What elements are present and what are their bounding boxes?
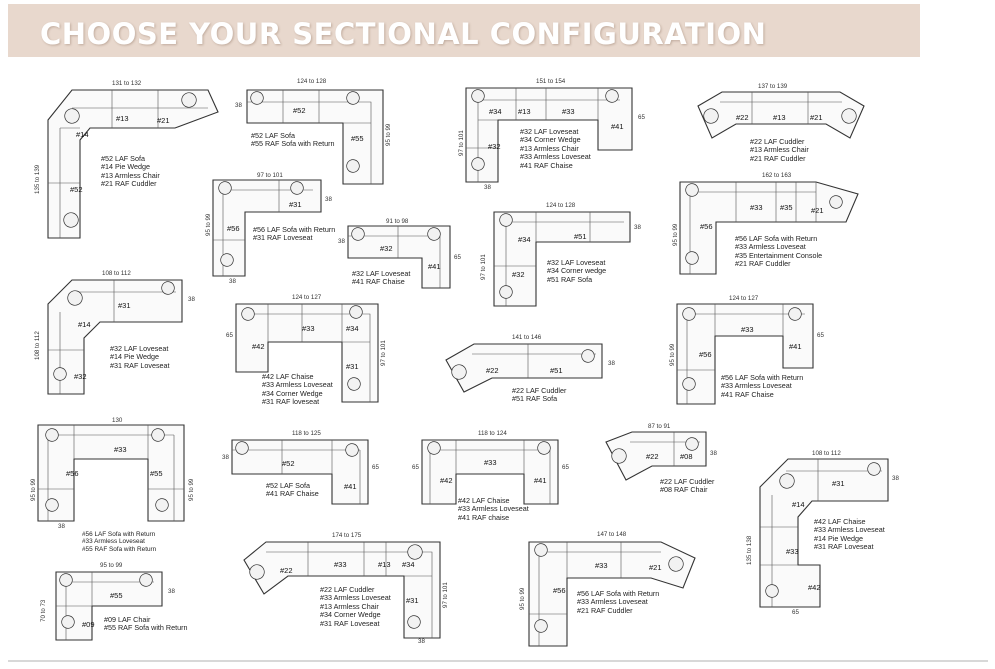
caption-line: #22 LAF Cuddler <box>512 386 567 395</box>
piece-label: #35 <box>780 203 793 212</box>
width-dimension: 124 to 127 <box>292 294 322 301</box>
config-double-chaise <box>412 428 577 528</box>
depth-dimension: 38 <box>235 102 242 109</box>
piece-label: #32 <box>74 372 87 381</box>
caption <box>814 518 885 552</box>
caption-line: #52 LAF Sofa <box>251 131 295 140</box>
piece-label: #13 <box>378 560 391 569</box>
caption-line: #41 RAF chaise <box>458 512 510 522</box>
right-dimension: 38 <box>188 296 195 303</box>
caption-line: #09 LAF Chair <box>104 615 151 624</box>
piece-label: #21 <box>157 116 170 125</box>
piece-label: #14 <box>78 320 91 329</box>
caption-line: #31 RAF Loveseat <box>320 618 380 628</box>
piece-label: #31 <box>346 362 359 371</box>
header-banner <box>8 4 920 57</box>
side-dimension: 95 to 99 <box>30 478 37 501</box>
caption-line: #51 RAF Sofa <box>512 394 558 404</box>
piece-label: #34 <box>518 235 531 244</box>
caption <box>82 531 156 553</box>
caption-line: #33 Armless Loveseat <box>721 381 792 391</box>
sectional-diagram <box>478 200 648 310</box>
caption-line: #56 LAF Sofa with Return <box>735 234 818 243</box>
right-dimension: 97 to 101 <box>442 582 449 608</box>
chaise-dimension: 65 <box>792 609 799 616</box>
caption-line: #55 RAF Sofa with Return <box>82 545 157 553</box>
caption-line: #41 RAF Chaise <box>520 160 573 170</box>
width-dimension: 141 to 146 <box>512 334 542 341</box>
chaise-dimension: 65 <box>638 114 645 121</box>
piece-label: #33 <box>114 445 127 454</box>
piece-label: #34 <box>346 324 359 333</box>
side-dimension: 97 to 101 <box>458 130 465 156</box>
width-dimension: 95 to 99 <box>100 562 123 569</box>
piece-label: #33 <box>741 325 754 334</box>
bottom-divider <box>8 660 988 662</box>
piece-label: #31 <box>406 596 419 605</box>
caption-line: #34 Corner Wedge <box>262 388 323 398</box>
piece-label: #41 <box>344 482 357 491</box>
piece-label: #21 <box>810 113 823 122</box>
width-dimension: 151 to 154 <box>536 78 566 85</box>
config-sofa-return-chaise <box>665 292 840 412</box>
width-dimension: 162 to 163 <box>762 172 792 179</box>
page-title: CHOOSE YOUR SECTIONAL CONFIGURATION <box>40 17 767 51</box>
width-dimension: 118 to 125 <box>292 430 321 437</box>
piece-label: #55 <box>351 134 364 143</box>
caption-line: #32 LAF Loveseat <box>520 127 579 136</box>
right-dimension: 38 <box>710 450 717 457</box>
caption-line: #34 Corner Wedge <box>520 135 581 145</box>
config-loveseat-pie-wedge <box>30 268 205 398</box>
config-loveseat-chaise <box>338 218 468 293</box>
piece-label: #41 <box>789 342 802 351</box>
piece-label: #21 <box>811 206 824 215</box>
right-dimension: 38 <box>608 360 615 367</box>
caption-line: #33 Armless Loveseat <box>520 152 591 162</box>
piece-label: #42 <box>252 342 265 351</box>
caption-line: #56 LAF Sofa with Return <box>253 225 336 234</box>
caption-line: #41 RAF Chaise <box>352 277 405 287</box>
caption-line: #32 LAF Loveseat <box>352 269 411 278</box>
caption <box>110 345 170 370</box>
caption-line: #55 RAF Sofa with Return <box>251 139 335 149</box>
width-dimension: 124 to 127 <box>729 295 759 302</box>
caption <box>458 497 529 522</box>
piece-label: #52 <box>282 459 295 468</box>
config-loveseat-wedge-sofa <box>478 200 648 310</box>
width-dimension: 87 to 91 <box>648 423 671 430</box>
right-dimension: 97 to 101 <box>380 340 387 366</box>
left-chaise-dimension: 65 <box>412 464 419 471</box>
caption-line: #33 Armless Loveseat <box>262 380 333 390</box>
piece-label: #09 <box>82 620 95 629</box>
config-cuddler-u-loveseat <box>238 528 453 653</box>
caption-line: #22 LAF Cuddler <box>660 477 715 486</box>
sectional-diagram <box>34 560 214 650</box>
config-sofa-return-cuddler <box>515 528 700 653</box>
piece-label: #22 <box>486 366 499 375</box>
caption <box>262 373 333 407</box>
caption-line: #52 LAF Sofa <box>266 481 310 490</box>
piece-label: #22 <box>736 113 749 122</box>
caption-line: #14 Pie Wedge <box>110 352 160 362</box>
caption <box>750 138 809 163</box>
piece-label: #31 <box>832 479 845 488</box>
caption <box>547 259 606 284</box>
caption-line: #33 Armless Loveseat <box>814 525 885 535</box>
caption-line: #35 Entertainment Console <box>735 250 823 260</box>
piece-label: #14 <box>76 130 89 139</box>
caption <box>660 478 714 495</box>
caption <box>320 586 391 628</box>
caption <box>512 387 566 404</box>
piece-label: #34 <box>489 107 502 116</box>
caption <box>251 132 335 149</box>
right-dimension: 38 <box>168 588 175 595</box>
piece-label: #56 <box>700 222 713 231</box>
piece-label: #33 <box>595 561 608 570</box>
piece-label: #42 <box>440 476 453 485</box>
caption-line: #33 Armless Loveseat <box>320 593 391 603</box>
chaise-dimension: 65 <box>454 254 461 261</box>
config-chaise-pie-wedge <box>742 445 907 620</box>
piece-label: #56 <box>66 469 79 478</box>
caption-line: #13 Armless Chair <box>750 145 809 155</box>
caption-line: #33 Armless Loveseat <box>82 538 145 546</box>
depth-dimension: 38 <box>58 523 65 530</box>
config-cuddler-sofa <box>440 332 620 412</box>
piece-label: #52 <box>293 106 306 115</box>
right-dimension: 38 <box>892 475 899 482</box>
chaise-dimension: 65 <box>817 332 824 339</box>
caption-line: #34 Corner Wedge <box>320 610 381 620</box>
piece-label: #56 <box>227 224 240 233</box>
config-lsofa-pie-wedge-cuddler <box>30 78 220 248</box>
caption-line: #34 Corner wedge <box>547 266 607 276</box>
config-curved-cuddlers <box>690 78 870 168</box>
piece-label: #21 <box>649 563 662 572</box>
caption-line: #52 LAF Sofa <box>101 154 145 163</box>
piece-label: #13 <box>773 113 786 122</box>
config-sofa-chaise <box>222 428 387 510</box>
right-dimension: 38 <box>325 196 332 203</box>
caption-line: #33 Armless Loveseat <box>458 504 529 514</box>
caption-line: #31 RAF Loveseat <box>253 233 313 243</box>
caption-line: #31 RAF Loveseat <box>814 542 874 552</box>
piece-label: #22 <box>280 566 293 575</box>
caption <box>101 155 160 189</box>
caption-line: #13 Armless Chair <box>101 170 160 180</box>
piece-label: #32 <box>380 244 393 253</box>
width-dimension: 131 to 132 <box>112 80 142 87</box>
side-dimension: 97 to 101 <box>480 254 487 280</box>
width-dimension: 97 to 101 <box>257 172 283 179</box>
caption-line: #56 LAF Sofa with Return <box>82 531 156 538</box>
piece-label: #13 <box>518 107 531 116</box>
caption-line: #42 LAF Chaise <box>814 517 866 526</box>
piece-label: #41 <box>534 476 547 485</box>
caption-line: #21 RAF Cuddler <box>735 259 791 269</box>
caption-line: #42 LAF Chaise <box>262 372 314 381</box>
caption-line: #32 LAF Loveseat <box>110 344 169 353</box>
caption-line: #13 Armless Chair <box>320 601 379 611</box>
piece-label: #31 <box>289 200 302 209</box>
caption-line: #33 Armless Loveseat <box>735 242 806 252</box>
piece-label: #31 <box>118 301 131 310</box>
piece-label: #51 <box>550 366 563 375</box>
side-dimension: 95 to 99 <box>669 343 676 366</box>
side-dimension: 95 to 99 <box>672 223 679 246</box>
caption-line: #13 Armless Chair <box>520 143 579 153</box>
config-chair-sofa-return <box>34 560 214 650</box>
piece-label: #33 <box>302 324 315 333</box>
caption <box>266 482 319 499</box>
piece-label: #34 <box>402 560 415 569</box>
piece-label: #32 <box>488 142 501 151</box>
width-dimension: 91 to 98 <box>386 218 409 225</box>
side-dimension: 135 to 139 <box>34 164 41 194</box>
width-dimension: 147 to 148 <box>597 531 627 538</box>
caption-line: #31 RAF loveseat <box>262 397 320 407</box>
side-dimension: 95 to 99 <box>519 587 526 610</box>
caption <box>735 235 822 269</box>
caption <box>104 616 188 633</box>
config-sofa-return-console <box>670 170 870 280</box>
width-dimension: 118 to 124 <box>478 430 507 437</box>
caption-line: #42 LAF Chaise <box>458 496 510 505</box>
width-dimension: 124 to 128 <box>546 202 576 209</box>
chaise-dimension: 65 <box>226 332 233 339</box>
piece-label: #55 <box>150 469 163 478</box>
caption-line: #41 RAF Chaise <box>266 489 319 499</box>
side-dimension: 70 to 73 <box>40 599 47 622</box>
caption-line: #22 LAF Cuddler <box>320 585 375 594</box>
piece-label: #41 <box>611 122 624 131</box>
config-sofa-return-loveseat <box>205 172 340 287</box>
caption-line: #14 Pie Wedge <box>814 533 864 543</box>
caption <box>520 128 591 170</box>
caption-line: #51 RAF Sofa <box>547 274 593 284</box>
side-dimension: 95 to 99 <box>205 213 212 236</box>
piece-label: #41 <box>428 262 441 271</box>
right-dimension: 95 to 99 <box>188 478 195 501</box>
piece-label: #32 <box>512 270 525 279</box>
chaise-dimension: 65 <box>372 464 379 471</box>
piece-label: #13 <box>116 114 129 123</box>
piece-label: #42 <box>808 583 821 592</box>
piece-label: #51 <box>574 232 587 241</box>
caption-line: #41 RAF Chaise <box>721 389 774 399</box>
piece-label: #33 <box>484 458 497 467</box>
caption <box>253 226 335 243</box>
caption-line: #08 RAF Chair <box>660 485 708 495</box>
caption-line: #32 LAF Loveseat <box>547 258 606 267</box>
caption <box>577 590 659 615</box>
sectional-diagram <box>30 268 205 398</box>
width-dimension: 108 to 112 <box>812 450 841 457</box>
width-dimension: 130 <box>112 417 123 424</box>
depth-dimension: 38 <box>418 638 425 645</box>
side-dimension: 135 to 138 <box>746 535 753 565</box>
caption-line: #56 LAF Sofa with Return <box>721 373 804 382</box>
caption-line: #22 LAF Cuddler <box>750 137 805 146</box>
caption-line: #21 RAF Cuddler <box>577 605 633 615</box>
width-dimension: 124 to 128 <box>297 78 327 85</box>
right-chaise-dimension: 65 <box>562 464 569 471</box>
piece-label: #33 <box>786 547 799 556</box>
depth-dimension: 38 <box>222 454 229 461</box>
width-dimension: 108 to 112 <box>102 270 131 277</box>
piece-label: #33 <box>562 107 575 116</box>
config-u-loveseat-chaise <box>452 78 652 193</box>
config-cuddler-chair <box>602 420 722 500</box>
config-u-double-return <box>28 415 208 560</box>
piece-label: #52 <box>70 185 83 194</box>
caption <box>352 270 410 287</box>
caption-line: #56 LAF Sofa with Return <box>577 589 660 598</box>
caption-line: #55 RAF Sofa with Return <box>104 623 188 633</box>
piece-label: #33 <box>334 560 347 569</box>
caption-line: #21 RAF Cuddler <box>101 179 157 189</box>
piece-label: #22 <box>646 452 659 461</box>
depth-dimension: 38 <box>484 184 491 191</box>
piece-label: #55 <box>110 591 123 600</box>
caption-line: #31 RAF Loveseat <box>110 360 170 370</box>
right-dimension: 38 <box>634 224 641 231</box>
piece-label: #14 <box>792 500 805 509</box>
caption-line: #21 RAF Cuddler <box>750 153 806 163</box>
piece-label: #08 <box>680 452 693 461</box>
piece-label: #56 <box>553 586 566 595</box>
piece-label: #33 <box>750 203 763 212</box>
piece-label: #56 <box>699 350 712 359</box>
caption-line: #33 Armless Loveseat <box>577 597 648 607</box>
caption <box>721 374 803 399</box>
return-dimension: 95 to 99 <box>385 123 392 146</box>
width-dimension: 174 to 175 <box>332 532 362 539</box>
side-dimension: 108 to 112 <box>34 331 41 360</box>
depth-dimension: 38 <box>338 238 345 245</box>
config-chaise-u-loveseat <box>222 292 392 412</box>
depth-dimension: 38 <box>229 278 236 285</box>
caption-line: #14 Pie Wedge <box>101 162 151 172</box>
width-dimension: 137 to 139 <box>758 83 788 90</box>
